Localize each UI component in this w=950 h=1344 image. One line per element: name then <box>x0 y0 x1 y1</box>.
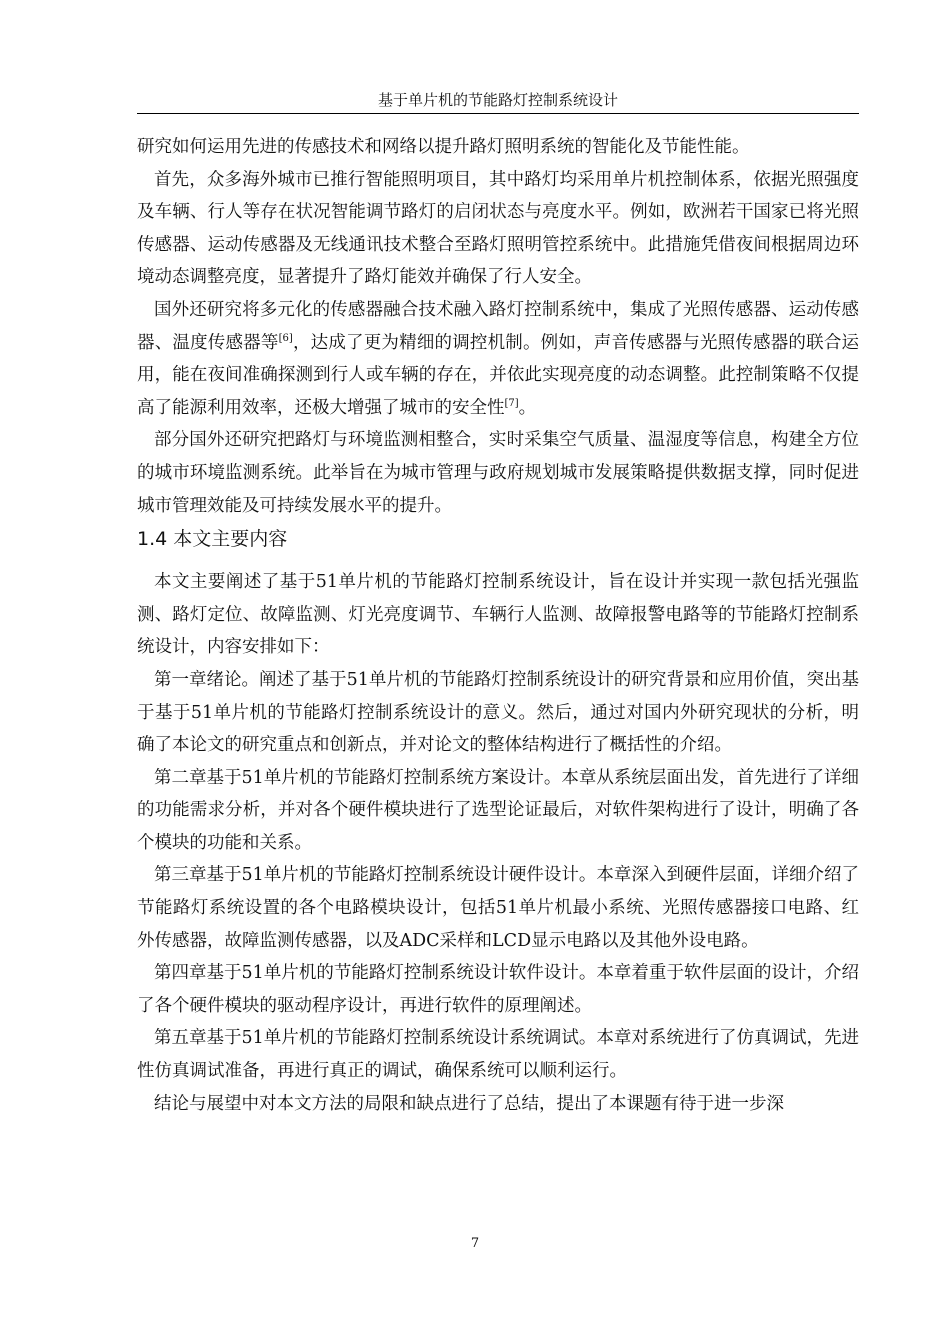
page-number: 7 <box>470 1236 480 1251</box>
header-divider <box>137 113 859 114</box>
paragraph: 本文主要阐述了基于51单片机的节能路灯控制系统设计，旨在设计并实现一款包括光强监测、路灯定位、故障监测、灯光亮度调节、车辆行人监测、故障报警电路等的节能路灯控制系统设计，内容安排如下： <box>137 572 859 658</box>
paragraph: 研究如何运用先进的传感技术和网络以提升路灯照明系统的智能化及节能性能。 <box>137 137 750 157</box>
paragraph: 第一章绪论。阐述了基于51单片机的节能路灯控制系统设计的研究背景和应用价值，突出基于基于51单片机的节能路灯控制系统设计的意义。然后，通过对国内外研究现状的分析，明确了本论文的研究重点和创新点，并对论文的整体结构进行了概括性的介绍。 <box>137 669 859 756</box>
paragraph: 结论与展望中对本文方法的局限和缺点进行了总结，提出了本课题有待于进一步深 <box>154 1093 784 1114</box>
paragraph: 第五章基于51单片机的节能路灯控制系统设计系统调试。本章对系统进行了仿真调试，先进性仿真调试准备，再进行真正的调试，确保系统可以顺利运行。 <box>137 1028 859 1082</box>
paragraph-text: 国外还研究将多元化的传感器融合技术融入路灯控制系统中，集成了光照传感器、运动传感器、温度传感器等 <box>137 299 859 353</box>
running-header: 基于单片机的节能路灯控制系统设计 <box>377 91 618 109</box>
paragraph <box>137 294 859 424</box>
citation-ref[interactable]: [7] <box>504 397 519 409</box>
citation-ref[interactable]: [6] <box>278 332 293 344</box>
paragraph-text: 。 <box>518 397 537 418</box>
body-text <box>137 131 859 1120</box>
section-title: 本文主要内容 <box>173 528 288 551</box>
paragraph-text: ，达成了更为精细的调控机制。例如，声音传感器与光照传感器的联合运用，能在夜间准确探测到行人或车辆的存在，并依此实现亮度的动态调整。此控制策略不仅提高了能源利用效率，还极大增强了城市的安全性 <box>137 332 860 418</box>
paragraph: 部分国外还研究把路灯与环境监测相整合，实时采集空气质量、温湿度等信息，构建全方位的城市环境监测系统。此举旨在为城市管理与政府规划城市发展策略提供数据支撑，同时促进城市管理效能及可持续发展水平的提升。 <box>137 430 859 516</box>
paragraph: 第四章基于51单片机的节能路灯控制系统设计软件设计。本章着重于软件层面的设计，介绍了各个硬件模块的驱动程序设计，再进行软件的原理阐述。 <box>137 963 859 1016</box>
paragraph: 首先，众多海外城市已推行智能照明项目，其中路灯均采用单片机控制体系，依据光照强度及车辆、行人等存在状况智能调节路灯的启闭状态与亮度水平。例如，欧洲若干国家已将光照传感器、运动传感器及无线通讯技术整合至路灯照明管控系统中。此措施凭借夜间根据周边环境动态调整亮度，显著提升了路灯能效并确保了行人安全。 <box>137 169 859 288</box>
paragraph: 第二章基于51单片机的节能路灯控制系统方案设计。本章从系统层面出发，首先进行了详细的功能需求分析，并对各个硬件模块进行了选型论证最后，对软件架构进行了设计，明确了各个模块的功能和关系。 <box>137 767 859 853</box>
section-number: 1.4 <box>137 528 168 551</box>
paragraph: 第三章基于51单片机的节能路灯控制系统设计硬件设计。本章深入到硬件层面，详细介绍了节能路灯系统设置的各个电路模块设计，包括51单片机最小系统、光照传感器接口电路、红外传感器，故障监测传感器，以及ADC采样和LCD显示电路以及其他外设电路。 <box>137 865 859 951</box>
section-heading <box>137 526 859 552</box>
